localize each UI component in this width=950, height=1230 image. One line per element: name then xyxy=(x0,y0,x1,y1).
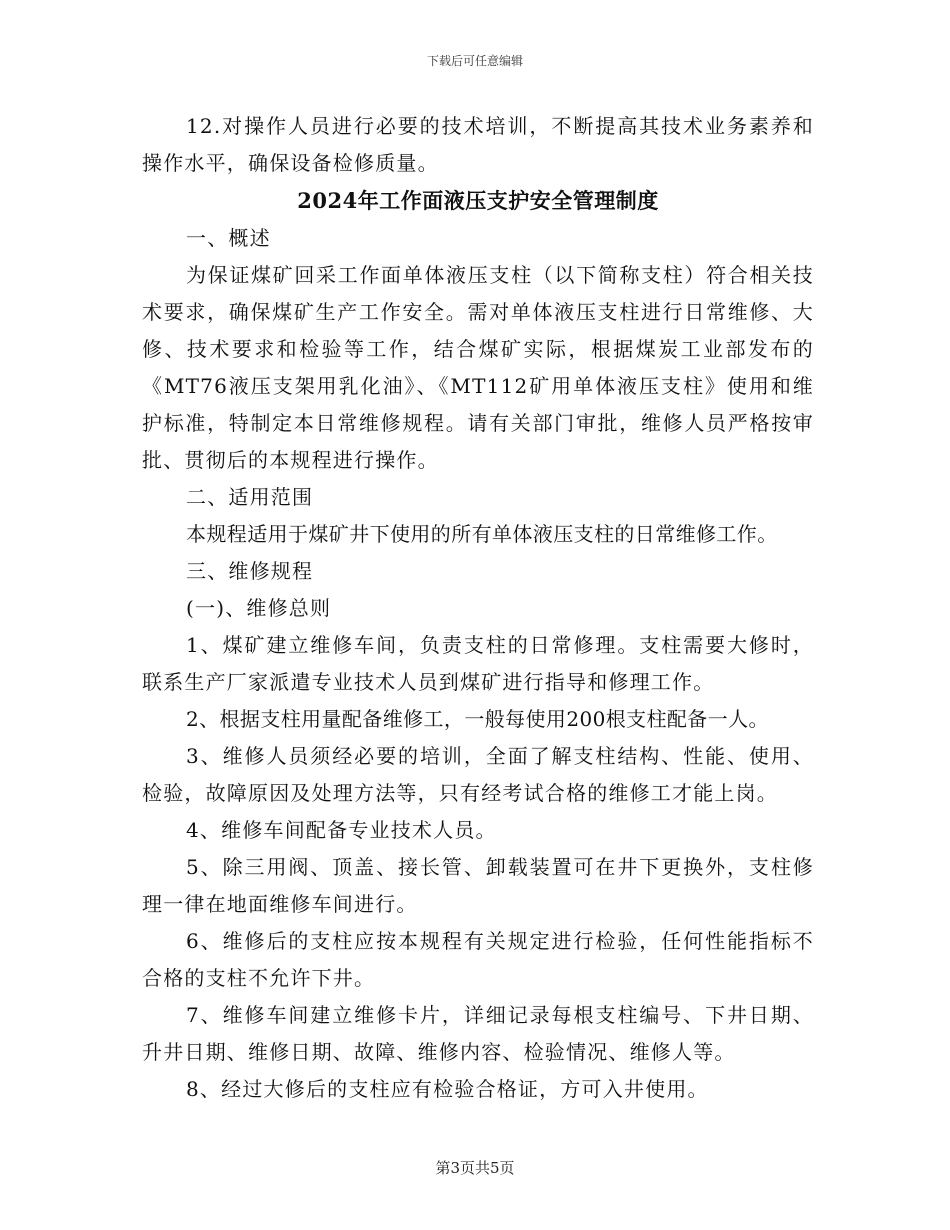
document-body xyxy=(142,108,814,1108)
rule-item-8: 8、经过大修后的支柱应有检验合格证，方可入井使用。 xyxy=(186,1077,709,1101)
document-title: 2024年工作面液压支护安全管理制度 xyxy=(297,188,659,213)
rule-item-4: 4、维修车间配备专业技术人员。 xyxy=(186,818,497,842)
rule-item-2: 2、根据支柱用量配备维修工，一般每使用200根支柱配备一人。 xyxy=(186,707,769,731)
page-header-note: 下载后可任意编辑 xyxy=(426,54,523,68)
rule-item-5: 5、除三用阀、顶盖、接长管、卸载装置可在井下更换外，支柱修理一律在地面维修车间进行。 xyxy=(142,855,814,916)
section-heading-overview: 一、概述 xyxy=(186,226,271,250)
paragraph-scope: 本规程适用于煤矿井下使用的所有单体液压支柱的日常维修工作。 xyxy=(186,522,778,546)
rule-item-3: 3、维修人员须经必要的培训，全面了解支柱结构、性能、使用、检验，故障原因及处理方法等，只有经考试合格的维修工才能上岗。 xyxy=(142,744,814,805)
paragraph-overview: 为保证煤矿回采工作面单体液压支柱（以下简称支柱）符合相关技术要求，确保煤矿生产工作安全。需对单体液压支柱进行日常维修、大修、技术要求和检验等工作，结合煤矿实际，根据煤炭工业部发布的《MT76液压支架用乳化油》、《MT112矿用单体液压支柱》使用和维护标准，特制定本日常维修规程。请有关部门审批，维修人员严格按审批、贯彻后的本规程进行操作。 xyxy=(142,263,814,472)
rule-item-6: 6、维修后的支柱应按本规程有关规定进行检验，任何性能指标不合格的支柱不允许下井。 xyxy=(142,929,814,990)
subsection-heading-general-rules: (一)、维修总则 xyxy=(186,596,332,620)
section-heading-scope: 二、适用范围 xyxy=(186,485,314,509)
rule-item-1: 1、煤矿建立维修车间，负责支柱的日常修理。支柱需要大修时，联系生产厂家派遣专业技术人员到煤矿进行指导和修理工作。 xyxy=(142,633,814,694)
section-heading-maintenance-rules: 三、维修规程 xyxy=(186,559,314,583)
paragraph-item-12: 12.对操作人员进行必要的技术培训，不断提高其技术业务素养和操作水平，确保设备检修质量。 xyxy=(142,114,814,175)
page-number-footer: 第3页共5页 xyxy=(435,1159,515,1177)
rule-item-7: 7、维修车间建立维修卡片，详细记录每根支柱编号、下井日期、升井日期、维修日期、故障、维修内容、检验情况、维修人等。 xyxy=(142,1003,814,1064)
